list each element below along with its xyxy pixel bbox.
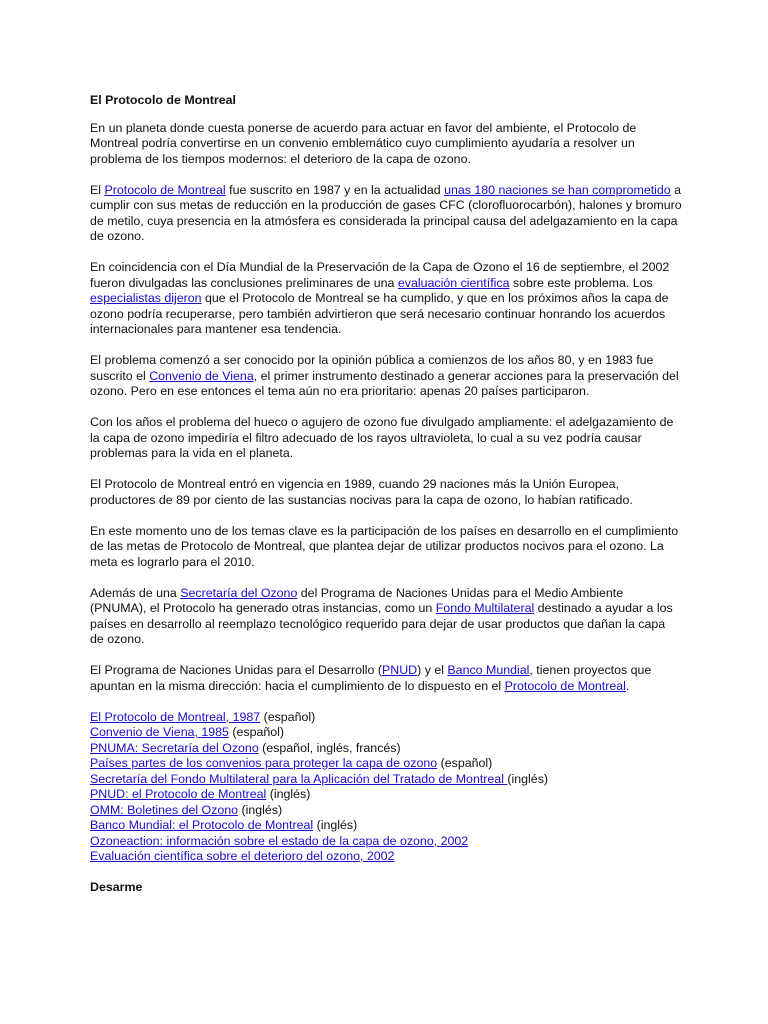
text: El [90, 182, 105, 197]
reference-language: (español) [437, 756, 493, 770]
reference-language: (inglés) [238, 802, 283, 817]
text: El problema comenzó a ser conocido por la opinión pública a comienzos de los años 80, y en 1983 fue suscrito el [90, 353, 654, 383]
link-protocolo-de-montreal-2[interactable]: Protocolo de Montreal [504, 678, 626, 693]
text: del Programa de Naciones Unidas para el Medio Ambiente (PNUMA), el Protocolo ha generado otras instancias, como un [90, 585, 624, 615]
reference-language: (inglés) [507, 771, 549, 786]
list-item [90, 834, 682, 850]
list-item [90, 818, 682, 834]
list-item [90, 803, 682, 819]
text: fue suscrito en 1987 y en la actualidad [225, 182, 445, 197]
text: destinado a ayudar a los países en desarrollo al reemplazo tecnológico requerido para dejar de usar productos que dañan la capa de ozono. [90, 601, 673, 646]
link-convenio-de-viena[interactable]: Convenio de Viena [149, 368, 254, 383]
document-body [90, 93, 682, 895]
section-heading-desarme: Desarme [90, 879, 143, 894]
reference-link[interactable]: Evaluación científica sobre el deterioro del ozono, 2002 [90, 849, 395, 863]
text: . [625, 678, 630, 693]
text: sobre este problema. Los [509, 275, 653, 290]
list-item [90, 725, 682, 741]
paragraph-intro: En un planeta donde cuesta ponerse de acuerdo para actuar en favor del ambiente, el Protocolo de Montreal podría convertirse en un convenio emblemático cuyo cumplimiento ayudaría a resolver un problema de los tiempos modernos: el deterioro de la capa de ozono. [90, 120, 637, 166]
link-banco-mundial[interactable]: Banco Mundial [447, 663, 530, 677]
text: que el Protocolo de Montreal se ha cumplido, y que en los próximos años la capa de ozono podría recuperarse, pero también advirtieron que será necesario continuar honrando los acuerdos internacionales para mantener esa tendencia. [90, 291, 669, 336]
text: ) y el [417, 663, 448, 677]
paragraph-signing [90, 183, 682, 245]
link-secretaria-del-ozono[interactable]: Secretaría del Ozono [180, 585, 298, 600]
link-evaluacion-cientifica[interactable]: evaluación científica [397, 275, 510, 290]
reference-link[interactable]: Convenio de Viena, 1985 [90, 725, 229, 739]
reference-link[interactable]: OMM: Boletines del Ozono [90, 802, 239, 817]
list-item [90, 710, 682, 726]
reference-link[interactable]: Banco Mundial: el Protocolo de Montreal [90, 818, 314, 832]
list-item [90, 741, 682, 757]
paragraph-projects [90, 663, 682, 694]
reference-language: (español) [228, 725, 285, 739]
reference-link[interactable]: Ozoneaction: información sobre el estado de la capa de ozono, 2002 [90, 833, 469, 848]
reference-link[interactable]: Secretaría del Fondo Multilateral para la Aplicación del Tratado de Montreal [90, 771, 508, 786]
paragraph-institutions [90, 586, 682, 648]
text: En coincidencia con el Día Mundial de la Preservación de la Capa de Ozono el 16 de septiembre, el 2002 fueron divulgadas las conclusiones preliminares de una [90, 260, 670, 290]
paragraph-entry-into-force: El Protocolo de Montreal entró en vigencia en 1989, cuando 29 naciones más la Unión Europea, productores de 89 por ciento de las sustancias nocivas para la capa de ozono, lo habían ratificado. [90, 477, 633, 507]
link-fondo-multilateral[interactable]: Fondo Multilateral [435, 601, 535, 615]
reference-list [90, 710, 682, 865]
list-item [90, 772, 682, 788]
text: a cumplir con sus metas de reducción en la producción de gases CFC (clorofluorocarbón), halones y bromuro de metilo, cuya presencia en la atmósfera es considerada la principal causa del adelgazamiento en la capa de ozono. [90, 182, 682, 243]
text: Además de una [90, 585, 181, 600]
list-item [90, 849, 682, 865]
text: , el primer instrumento destinado a generar acciones para la preservación del ozono. Pero en ese entonces el tema aún no era prioritario: apenas 20 países participaron. [90, 368, 679, 398]
reference-language: (español, inglés, francés) [258, 740, 401, 755]
link-pnud[interactable]: PNUD [382, 663, 418, 677]
link-especialistas-dijeron[interactable]: especialistas dijeron [90, 291, 202, 305]
paragraph-history [90, 353, 682, 400]
reference-language: (inglés) [313, 818, 358, 832]
paragraph-developing-countries: En este momento uno de los temas clave es la participación de los países en desarrollo en el cumplimiento de las metas de Protocolo de Montreal, que plantea dejar de utilizar productos nocivos para el ozono. La meta es lograrlo para el 2010. [90, 523, 679, 569]
list-item [90, 787, 682, 803]
paragraph-assessment [90, 260, 682, 338]
reference-link[interactable]: PNUD: el Protocolo de Montreal [90, 787, 267, 801]
link-protocolo-de-montreal[interactable]: Protocolo de Montreal [104, 182, 226, 197]
reference-link[interactable]: El Protocolo de Montreal, 1987 [90, 709, 261, 724]
paragraph-ozone-hole: Con los años el problema del hueco o agujero de ozono fue divulgado ampliamente: el adelgazamiento de la capa de ozono impediría el filtro adecuado de los rayos ultravioleta, lo cual a su vez podría causar problemas para la vida en el planeta. [90, 415, 674, 460]
reference-language: (inglés) [266, 787, 311, 801]
reference-link[interactable]: PNUMA: Secretaría del Ozono [90, 740, 259, 755]
reference-language: (español) [260, 709, 316, 724]
reference-link[interactable]: Países partes de los convenios para proteger la capa de ozono [90, 756, 438, 770]
link-180-naciones[interactable]: unas 180 naciones se han comprometido [444, 182, 671, 197]
text: , tienen proyectos que apuntan en la misma dirección: hacia el cumplimiento de lo dispuesto en el [90, 663, 652, 693]
list-item [90, 756, 682, 772]
page-title: El Protocolo de Montreal [90, 93, 236, 107]
text: El Programa de Naciones Unidas para el Desarrollo ( [90, 663, 383, 677]
